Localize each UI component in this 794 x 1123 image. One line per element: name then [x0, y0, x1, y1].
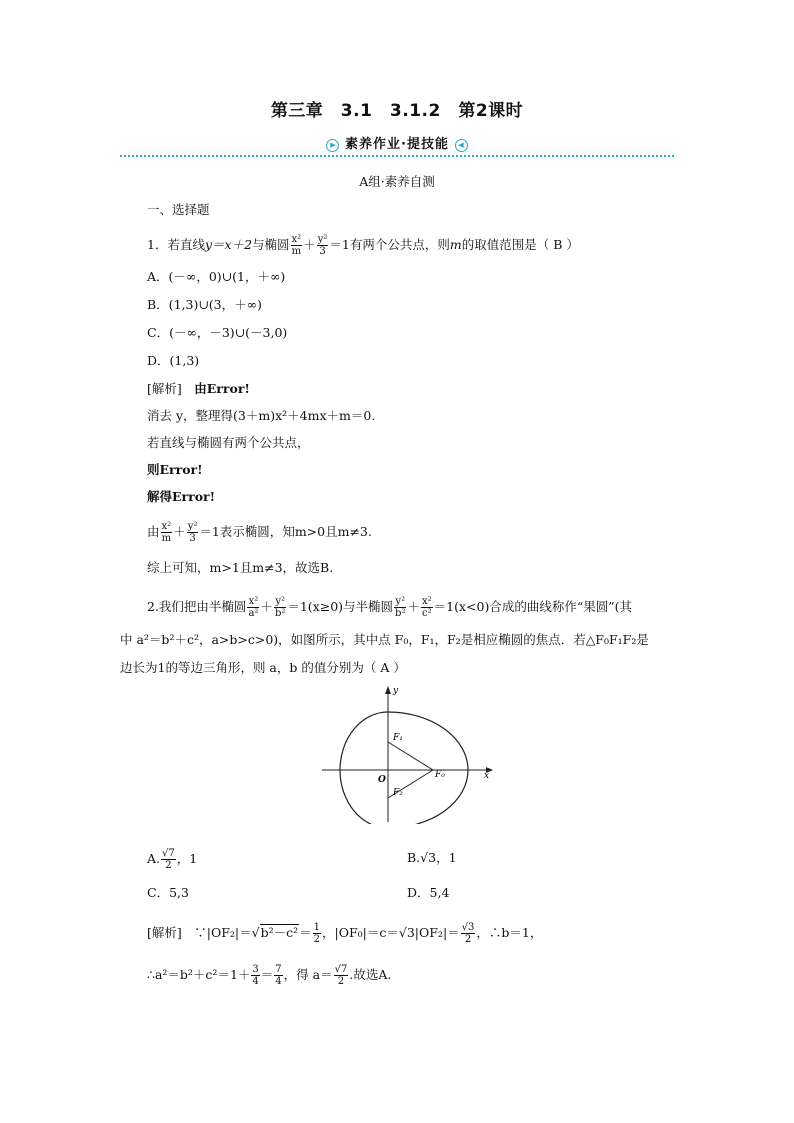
group-title: A组·素养自测 — [359, 174, 435, 189]
right-half-ellipse — [388, 712, 468, 824]
numerator: y² — [275, 596, 285, 607]
denominator: b² — [274, 608, 286, 619]
numerator: √7 — [162, 848, 175, 859]
option-2-a — [147, 848, 197, 871]
denominator: 4 — [275, 976, 282, 987]
denominator: 3 — [189, 533, 196, 544]
radicand: b²－c² — [260, 925, 299, 940]
text: ＝1表示椭圆，知m>0且m≠3. — [199, 524, 372, 539]
text: 由 — [147, 524, 160, 539]
fraction — [251, 964, 259, 987]
play-left-icon: ◀ — [455, 139, 468, 152]
f0-label: F₀ — [435, 770, 445, 780]
question-2-line-2: 中 a²＝b²＋c²，a>b>c>0)，如图所示，其中点 F₀，F₁，F₂是相应椭圆的焦点．若△F₀F₁F₂是 — [120, 632, 649, 647]
banner-bar — [120, 134, 674, 160]
solution-2-line-1: [解析] ∵|OF₂|＝√b²－c²＝ $\frac{1}{2}$ ，|OF₀|＝c＝√3|OF₂|＝ $\frac{√3}{2}$ ，∴b＝1， — [147, 922, 543, 945]
section-title: 一、选择题 — [147, 202, 210, 217]
numerator: 1 — [313, 922, 321, 933]
fraction — [313, 922, 321, 945]
numerator: x² — [161, 521, 172, 532]
denominator: b² — [395, 608, 406, 619]
text: ∴a²＝b²＋c²＝1＋ — [147, 967, 251, 982]
numerator: √3 — [461, 922, 475, 933]
fraction — [274, 596, 286, 619]
option-a: A．(－∞，0)∪(1，＋∞) — [147, 269, 286, 284]
question-2-line-1 — [147, 596, 632, 619]
page-title: 第三章 3.1 3.1.2 第2课时 — [270, 101, 524, 121]
option-c: C．(－∞，－3)∪(－3,0) — [147, 325, 288, 340]
text: 由Error! — [194, 381, 250, 396]
solution-2-line-2 — [147, 964, 391, 987]
text: ∵|OF₂|＝ — [194, 925, 252, 940]
denominator: 2 — [313, 934, 321, 945]
numerator: 7 — [275, 964, 282, 975]
text: ＝1(x≥0)与半椭圆 — [287, 599, 394, 614]
fraction — [291, 234, 303, 257]
denominator: m — [291, 246, 302, 257]
option-b: B．(1,3)∪(3，＋∞) — [147, 297, 262, 312]
denominator: a² — [248, 608, 259, 619]
numerator: √7 — [334, 964, 348, 975]
fraction — [334, 964, 349, 987]
text: ＋ — [173, 524, 186, 539]
f2-label: F₂ — [393, 788, 403, 798]
fraction — [247, 596, 259, 619]
option-d: D．(1,3) — [147, 353, 200, 368]
text: ，得 a＝ — [283, 967, 333, 982]
numerator: y² — [187, 521, 198, 532]
option-2-b: B.√3，1 — [407, 850, 457, 865]
text: ＋ — [303, 237, 316, 252]
denominator: 3 — [319, 246, 326, 257]
denominator: 2 — [165, 860, 172, 871]
fraction — [421, 596, 433, 619]
numerator: x² — [421, 596, 432, 607]
fraction — [161, 521, 173, 544]
numerator: x² — [291, 234, 302, 245]
option-2-c: C．5,3 — [147, 885, 189, 900]
text: 1．若直线 — [147, 237, 205, 252]
solution-1-line-7: 综上可知，m>1且m≠3，故选B. — [147, 560, 334, 575]
banner-label: 素养作业·提技能 — [345, 137, 449, 152]
denominator: m — [161, 533, 172, 544]
play-right-icon: ▶ — [326, 139, 339, 152]
f1-label: F₁ — [393, 733, 403, 743]
solution-label: [解析] — [147, 381, 182, 396]
triangle-side-f1-f0 — [388, 742, 433, 770]
solution-1-line-5: 解得Error! — [147, 489, 216, 504]
left-half-ellipse — [340, 712, 388, 824]
text: A. — [147, 851, 161, 866]
banner — [308, 136, 486, 154]
dotted-divider — [120, 155, 674, 157]
fraction — [461, 922, 476, 945]
text: ，|OF₀|＝c＝√3|OF₂|＝ — [322, 925, 460, 940]
text: ，1 — [176, 851, 198, 866]
text: ＝ — [299, 925, 312, 940]
text: 与椭圆 — [252, 237, 290, 252]
text: ，∴b＝1， — [476, 925, 543, 940]
fraction — [394, 596, 406, 619]
question-1-stem — [147, 234, 579, 257]
numerator: 3 — [252, 964, 259, 975]
denominator: c² — [422, 608, 432, 619]
option-2-d: D．5,4 — [407, 885, 450, 900]
fruit-ellipse-figure — [318, 682, 498, 824]
question-2-line-3: 边长为1的等边三角形，则 a，b 的值分别为（ A ） — [120, 660, 406, 675]
numerator: y² — [395, 596, 406, 607]
denominator: 4 — [252, 976, 259, 987]
fraction — [317, 234, 329, 257]
fraction — [274, 964, 282, 987]
text: ＋ — [260, 599, 273, 614]
solution-1-line-3: 若直线与椭圆有两个公共点， — [147, 435, 310, 450]
equation: y＝x＋2 — [204, 237, 253, 252]
text: ＋ — [407, 599, 420, 614]
text: .故选A. — [349, 967, 392, 982]
text: 2.我们把由半椭圆 — [147, 599, 247, 614]
fraction — [161, 848, 176, 871]
solution-1-line-6 — [147, 521, 372, 544]
numerator: x² — [248, 596, 259, 607]
numerator: y² — [317, 234, 328, 245]
text: 的取值范围是（ B ） — [461, 237, 579, 252]
denominator: 2 — [337, 976, 345, 987]
text: ＝1(x<0)合成的曲线称作“果圆”(其 — [433, 599, 632, 614]
y-label: y — [393, 686, 399, 696]
solution-1-line-4: 则Error! — [147, 462, 203, 477]
fraction — [187, 521, 199, 544]
origin-label: O — [378, 775, 386, 785]
variable: m — [449, 237, 462, 252]
text: ＝ — [260, 967, 274, 982]
x-label: x — [484, 771, 490, 781]
denominator: 2 — [464, 934, 472, 945]
text: ＝1有两个公共点，则 — [329, 237, 450, 252]
y-axis-arrow — [385, 686, 391, 694]
solution-1-line-2: 消去 y，整理得(3＋m)x²＋4mx＋m＝0. — [147, 408, 376, 423]
solution-label: [解析] — [147, 925, 182, 940]
solution-1-line-1 — [147, 380, 250, 398]
